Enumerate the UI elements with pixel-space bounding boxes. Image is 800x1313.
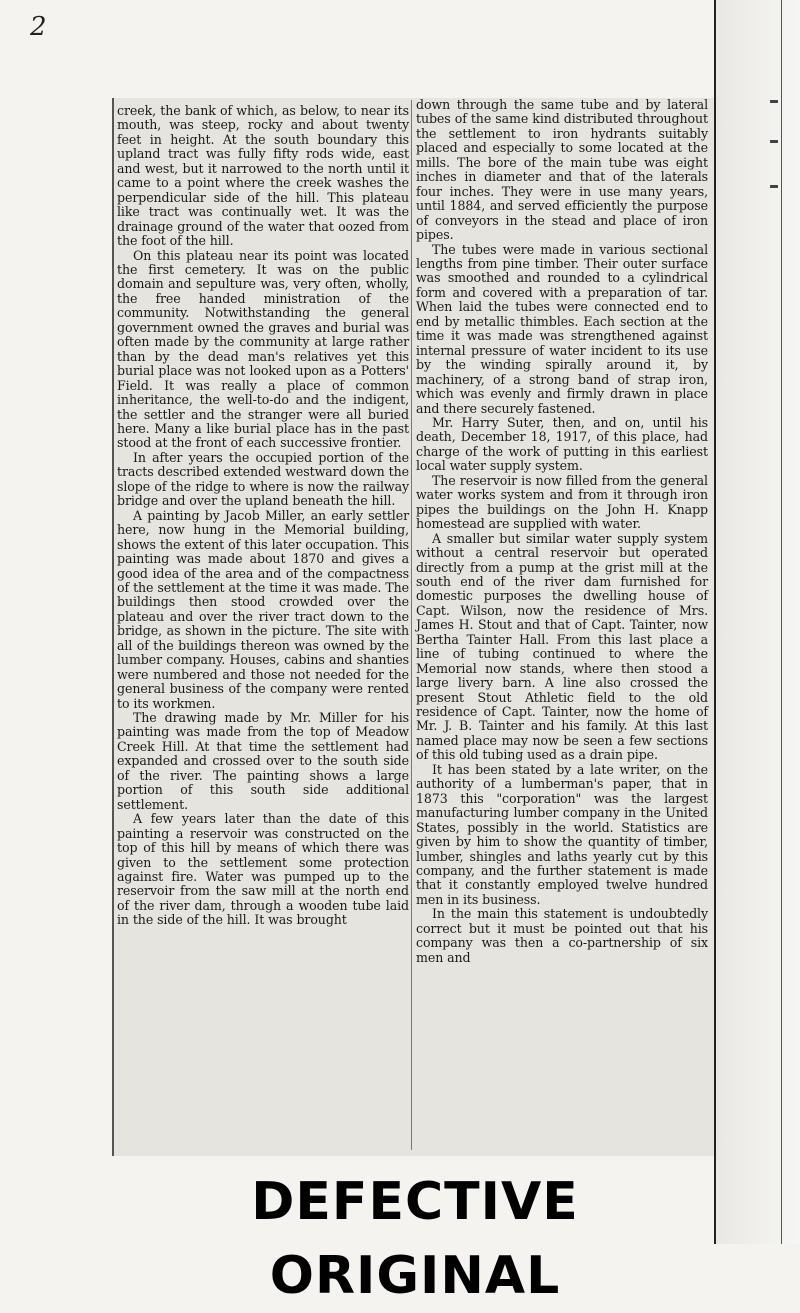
- paragraph: In after years the occupied portion of the tracts described extended westward down the slope of the ridge to where is now the railway bridge and over the upland beneath the hill.: [117, 449, 409, 509]
- page-number: 2: [30, 12, 47, 42]
- defective-original-stamp: DEFECTIVE ORIGINAL: [251, 1172, 579, 1306]
- scan-mark: [770, 185, 778, 188]
- left-column: [117, 104, 409, 928]
- column-divider: [411, 100, 412, 1150]
- paragraph: The drawing made by Mr. Miller for his painting was made from the top of Meadow Creek Hill. At that time the settlement had expanded and crossed over to the south side of the river. The painting shows a large portion of this south side additional settlement.: [117, 710, 409, 812]
- scan-mark: [770, 140, 778, 143]
- paragraph: In the main this statement is undoubtedly correct but it must be pointed out that his company was then a co-partnership of six men and: [416, 906, 708, 965]
- paragraph: A few years later than the date of this painting a reservoir was constructed on the top of this hill by means of which there was given to the settlement some protection against fire. Water was pumped up to the reservoir from the saw mill at the north end of the river dam, through a wooden tube laid in the side of the hill. It was brought: [117, 811, 409, 928]
- paragraph: The reservoir is now filled from the general water works system and from it through iron pipes the buildings on the John H. Knapp homestead are supplied with water.: [416, 472, 708, 532]
- paragraph: Mr. Harry Suter, then, and on, until his death, December 18, 1917, of this place, had charge of the work of putting in this earliest local water supply system.: [416, 414, 708, 474]
- paragraph: It has been stated by a late writer, on the authority of a lumberman's paper, that in 1873 this "corporation" was the largest manufacturing lumber company in the United States, possibly in the world. Statistics are given by him to show the quantity of timber, lumber, shingles and laths yearly cut by this company, and the further statement is made that it constantly employed twelve hundred men in its business.: [416, 761, 708, 907]
- right-column: [416, 98, 708, 965]
- scan-mark: [770, 100, 778, 103]
- paragraph: On this plateau near its point was located the first cemetery. It was on the public domain and sepulture was, very often, wholly, the free handed ministration of the community. Notwithstanding the general government owned the graves and burial was often made by the community at large rather than by the dead man's relatives yet this burial place was not looked upon as a Potters' Field. It was really a place of common inheritance, the well-to-do and the indigent, the settler and the stranger were all buried here. Many a like burial place has in the past stood at the front of each successive frontier.: [117, 247, 409, 451]
- paragraph: A smaller but similar water supply system without a central reservoir but operated directly from a pump at the grist mill at the south end of the river dam furnished for domestic purposes the dwelling house of Capt. Wilson, now the residence of Mrs. James H. Stout and that of Capt. Tainter, now Bertha Tainter Hall. From this last place a line of tubing continued to where the Memorial now stands, where then stood a large livery barn. A line also crossed the present Stout Athletic field to the old residence of Capt. Tainter, now the home of Mr. J. B. Tainter and his family. At this last named place may now be seen a few sections of this old tubing used as a drain pipe.: [416, 530, 708, 763]
- paragraph: creek, the bank of which, as below, to near its mouth, was steep, rocky and about twenty feet in height. At the south boundary this upland tract was fully fifty rods wide, east and west, but it narrowed to the north until it came to a point where the creek washes the perpendicular side of the hill. This plateau like tract was continually wet. It was the drainage ground of the water that oozed from the foot of the hill.: [117, 103, 409, 249]
- scan-edge-line: [714, 0, 716, 1244]
- paragraph: down through the same tube and by lateral tubes of the same kind distributed throughout the settlement to iron hydrants suitably placed and especially to some located at the mills. The bore of the main tube was eight inches in diameter and that of the laterals four inches. They were in use many years, until 1884, and served efficiently the purpose of conveyors in the stead and place of iron pipes.: [416, 97, 708, 243]
- paragraph: The tubes were made in various sectional lengths from pine timber. Their outer surface was smoothed and rounded to a cylindrical form and covered with a preparation of tar. When laid the tubes were connected end to end by metallic thimbles. Each section at the time it was made was strengthened against internal pressure of water incident to its use by the winding spirally around it, by machinery, of a strong band of strap iron, which was evenly and firmly drawn in place and there securely fastened.: [416, 241, 708, 416]
- scan-edge-line: [781, 0, 782, 1244]
- paragraph: A painting by Jacob Miller, an early settler here, now hung in the Memorial building, shows the extent of this later occupation. This painting was made about 1870 and gives a good idea of the area and of the compactness of the settlement at the time it was made. The buildings then stood crowded over the plateau and over the river tract down to the bridge, as shown in the picture. The site with all of the buildings thereon was owned by the lumber company. Houses, cabins and shanties were numbered and those not needed for the general business of the company were rented to its workmen.: [117, 507, 409, 711]
- scan-margin: [716, 0, 800, 1244]
